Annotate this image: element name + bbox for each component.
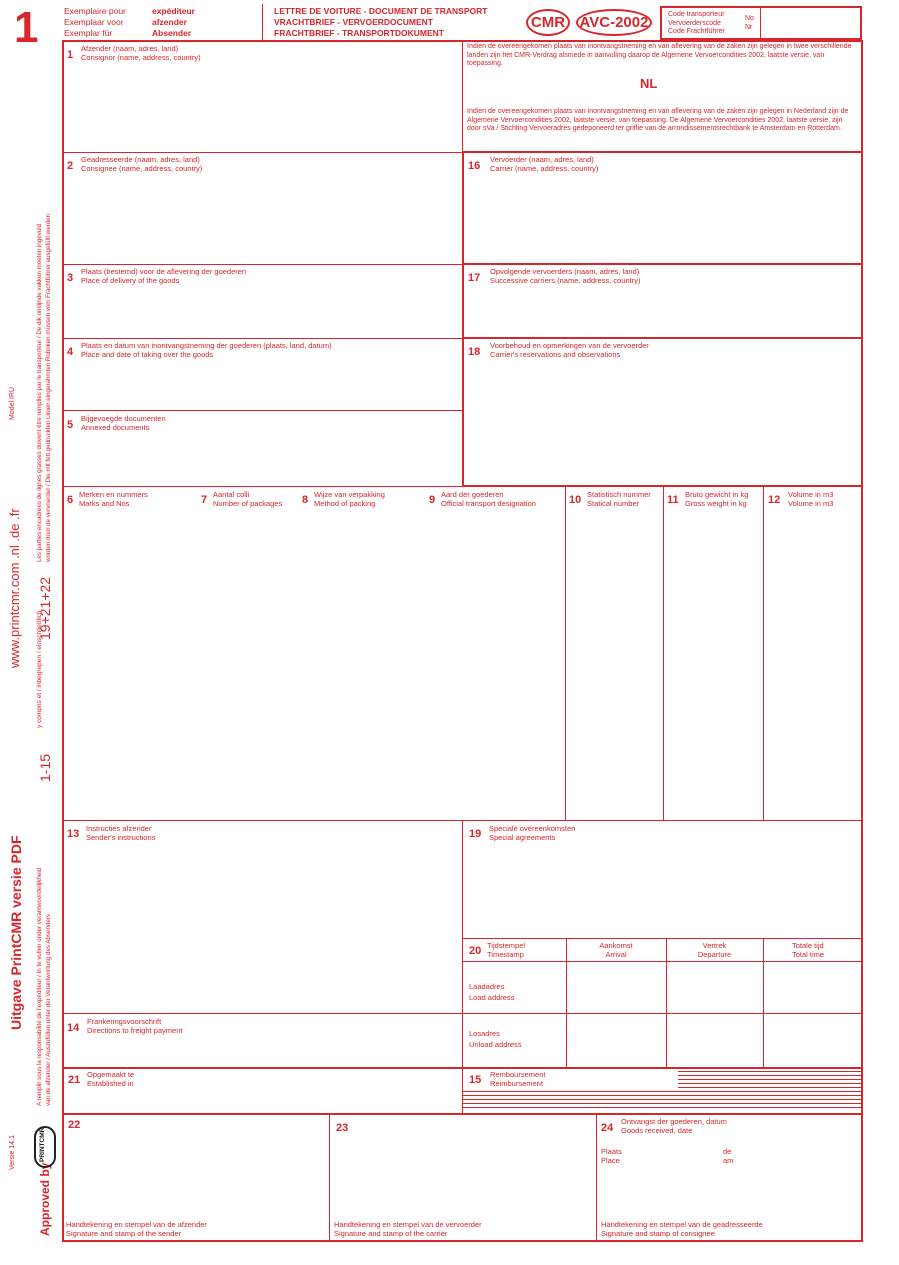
box-14-number: 14: [67, 1022, 80, 1034]
box-12-label-nl: Volume in m3: [788, 490, 834, 499]
box-24-plaats: Plaats: [601, 1147, 622, 1156]
box-7-label-nl: Aantal colli: [213, 490, 250, 499]
box-22-number: 22: [68, 1119, 81, 1131]
side-edition: Uitgave PrintCMR versie PDF: [8, 835, 24, 1030]
box-24-number: 24: [601, 1122, 614, 1134]
side-approved-by: Approved by: [38, 1162, 52, 1236]
hatch-line: [462, 1091, 863, 1092]
line-16-17: [462, 263, 863, 265]
line-13-14: [62, 1013, 462, 1014]
box-3-label-nl: Plaats (bestemd) voor de aflevering der goederen: [81, 267, 247, 276]
box-2-number: 2: [67, 160, 74, 172]
avc-applicability-note: Indien de overeengekomen plaats van inontvangstneming en van aflevering van de zaken zijn gelegen in Nederland zijn de Algemene Vervoercondities 2002, laatste versie, van toepassing. De Algemene Vervoercondities 2002, laatste versie, zijn door sVa / Stichting Vervoeradres gedeponeerd ter griffie van de arrondissementsrechtbank te Amsterdam en Rotterdam.: [467, 108, 849, 132]
departure-header-nl: Vertrek: [702, 941, 727, 950]
box-17-label-nl: Opvolgende vervoerders (naam, adres, land): [490, 267, 640, 276]
arrival-header-nl: Aankomst: [599, 941, 633, 950]
load-address-label-en: Load address: [469, 993, 515, 1002]
box-22-sign-nl: Handtekening en stempel van de afzender: [66, 1220, 207, 1229]
line-3-4: [62, 338, 462, 339]
box-6-number: 6: [67, 494, 74, 506]
goods-col-12-divider: [763, 486, 764, 820]
cmr-badge: CMR: [526, 9, 570, 36]
title-de: FRACHTBRIEF - TRANSPORTDOKUMENT: [274, 28, 444, 38]
line-1-2: [62, 152, 462, 153]
side-range-1-15: 1-15: [37, 753, 53, 782]
box-14-label-en: Directions to freight payment: [87, 1026, 183, 1035]
box-23-sign-en: Signature and stamp of the carrier: [334, 1229, 448, 1238]
hatch-line: [462, 1099, 863, 1100]
box-15-number: 15: [469, 1074, 482, 1086]
unload-address-label-nl: Losadres: [469, 1029, 500, 1038]
box-8-label-nl: Wijze van verpakking: [314, 490, 385, 499]
box-24-de: de: [723, 1147, 732, 1156]
box-20-header-line: [462, 961, 863, 962]
box-9-number: 9: [429, 494, 436, 506]
box-20-col-divider-3: [763, 938, 764, 1068]
box-19-label-nl: Speciale overeenkomsten: [489, 824, 576, 833]
box-13-label-en: Sender's instructions: [86, 833, 156, 842]
box-2-label-nl: Geadresseerde (naam, adres, land): [81, 155, 200, 164]
box-3-number: 3: [67, 272, 74, 284]
unload-arrival-field[interactable]: [568, 1015, 665, 1065]
box-10-number: 10: [569, 494, 582, 506]
box-24-am: am: [723, 1156, 734, 1165]
box-5-label-nl: Bijgevoegde documenten: [81, 414, 166, 423]
hatch-line: [462, 1103, 863, 1104]
box-14-label-nl: Frankeringsvoorschrift: [87, 1017, 162, 1026]
side-inclusive-range: 19+21+22: [37, 576, 53, 640]
unload-total-field[interactable]: [765, 1015, 860, 1065]
box-16-label-en: Carrier (name, address, country): [490, 164, 599, 173]
box-13-number: 13: [67, 828, 80, 840]
box-6-label-nl: Merken en nummers: [79, 490, 148, 499]
hatch-line: [678, 1087, 861, 1088]
copy-number: 1: [14, 3, 39, 52]
carrier-code-divider: [760, 7, 761, 39]
printcmr-logo-text: PRINTCMR: [39, 1127, 46, 1162]
title-fr: LETTRE DE VOITURE - DOCUMENT DE TRANSPORT: [274, 6, 488, 16]
box-18-label-nl: Voorbehoud en opmerkingen van de vervoerder: [490, 341, 649, 350]
box-20-mid-line: [462, 1013, 863, 1014]
box-24-place: Place: [601, 1156, 620, 1165]
box-16-label-nl: Vervoerder (naam, adres, land): [490, 155, 594, 164]
box-1-label-nl: Afzender (naam, adres, land): [81, 44, 179, 53]
box-23-number: 23: [336, 1122, 349, 1134]
box-1-label-en: Consignor (name, address, country): [81, 53, 201, 62]
hatch-line: [678, 1079, 861, 1080]
line-signatures-top: [62, 1113, 863, 1115]
copy-for-value-nl: afzender: [152, 17, 187, 27]
signature-divider-2: [596, 1113, 597, 1242]
side-website: www.printcmr.com .nl .de .fr: [7, 508, 22, 668]
box-19-label-en: Special agreements: [489, 833, 556, 842]
box-4-label-nl: Plaats en datum van inontvangstneming der goederen (plaats, land, datum): [81, 341, 332, 350]
departure-header-en: Departure: [697, 950, 732, 959]
center-divider-lower: [462, 820, 463, 1114]
country-code-nl: NL: [640, 76, 658, 91]
box-24-label-nl: Ontvangst der goederen, datum: [621, 1117, 727, 1126]
box-18-label-en: Carrier's reservations and observations: [490, 350, 621, 359]
side-version: Versie 14.1: [9, 1134, 16, 1170]
total-time-header-en: Total time: [792, 950, 825, 959]
code-label-de: Code Frachtführer: [668, 28, 725, 35]
title-nl: VRACHTBRIEF - VERVOERDOCUMENT: [274, 17, 433, 27]
goods-col-10-divider: [565, 486, 566, 820]
cmr-applicability-note: Indien de overeengekomen plaats van inontvangstneming en van aflevering van de zaken zijn gelegen in twee verschillende landen zijn het CMR-Verdrag alsmede in aanvulling daarop de Algemene Vervoercondities 2002, laatste versie, van toepassing.: [467, 43, 852, 67]
avc-badge: AVC-2002: [576, 9, 652, 36]
box-24-sign-en: Signature and stamp of consignee: [601, 1229, 715, 1238]
unload-departure-field[interactable]: [668, 1015, 762, 1065]
box-15-label-en: Reimbursement: [490, 1079, 543, 1088]
copy-for-value-fr: expéditeur: [152, 6, 195, 16]
box-19-number: 19: [469, 828, 482, 840]
box-17-number: 17: [468, 272, 481, 284]
hatch-line: [678, 1075, 861, 1076]
box-7-label-en: Number of packages: [213, 499, 283, 508]
arrival-header-en: Arrival: [605, 950, 627, 959]
total-time-header-nl: Totale tijd: [792, 941, 824, 950]
box-11-label-en: Gross weight in kg: [685, 499, 747, 508]
box-22-sign-en: Signature and stamp of the sender: [66, 1229, 182, 1238]
box-10-label-en: Statical number: [587, 499, 640, 508]
box-20-number: 20: [469, 945, 482, 957]
box-8-label-en: Method of packing: [314, 499, 376, 508]
copy-for-label-nl: Exemplaar voor: [64, 17, 124, 27]
header-divider: [262, 4, 263, 42]
carrier-section-box: [462, 151, 863, 487]
code-label-nl: Vervoerderscode: [668, 19, 721, 27]
line-17-18: [462, 337, 863, 339]
carrier-code-input[interactable]: [763, 9, 859, 37]
box-20-top-line: [462, 938, 863, 939]
box-8-number: 8: [302, 494, 309, 506]
unload-address-label-en: Unload address: [469, 1040, 522, 1049]
line-2-3: [62, 264, 462, 265]
load-total-field[interactable]: [765, 963, 860, 1011]
hatch-line: [462, 1107, 863, 1108]
side-inclusive-text: y compris et / inbegrepen / einschließlich: [36, 610, 43, 728]
line-4-5: [62, 410, 462, 411]
line-21-top: [62, 1067, 863, 1069]
box-5-label-en: Annexed documents: [81, 423, 150, 432]
side-fill-text-1: A remplir sous la responsabilité de l'expéditeur / In te vullen onder verantwoordelijkheid: [36, 867, 43, 1106]
copy-for-label-de: Exemplar für: [64, 28, 113, 38]
box-11-label-nl: Bruto gewicht in kg: [685, 490, 749, 499]
box-15-label-nl: Remboursement: [490, 1070, 546, 1079]
box-24-sign-nl: Handtekening en stempel van de geadresseerde: [601, 1220, 763, 1229]
load-arrival-field[interactable]: [568, 963, 665, 1011]
box-21-label-en: Established in: [87, 1079, 134, 1088]
signature-divider-1: [329, 1113, 330, 1242]
box-12-label-en: Volume in m3: [788, 499, 834, 508]
box-3-label-en: Place of delivery of the goods: [81, 276, 180, 285]
box-4-number: 4: [67, 346, 74, 358]
code-no: No: [745, 15, 754, 22]
box-11-number: 11: [667, 494, 679, 506]
box-18-number: 18: [468, 346, 481, 358]
box-16-number: 16: [468, 160, 481, 172]
hatch-line: [678, 1083, 861, 1084]
box-4-label-en: Place and date of taking over the goods: [81, 350, 214, 359]
box-5-number: 5: [67, 419, 74, 431]
side-fill-text-2: van de afzender / Auszufüllen unter der Verantwortung des Absenders: [45, 914, 52, 1106]
copy-for-label-fr: Exemplaire pour: [64, 6, 126, 16]
code-nr: Nr: [745, 24, 753, 31]
box-23-sign-nl: Handtekening en stempel van de vervoerder: [334, 1220, 482, 1229]
hatch-line: [678, 1071, 861, 1072]
box-13-label-nl: Instructies afzender: [86, 824, 152, 833]
box-24-label-en: Goods received, date: [621, 1126, 693, 1135]
box-6-label-en: Marks and Nos: [79, 499, 130, 508]
side-legal-text-1: Les parties encadrées de lignes grasses doivent être remplies par le transporteur / De dik omlijnde vakken moeten ingevuld: [36, 223, 43, 562]
box-2-label-en: Consignee (name, address, country): [81, 164, 203, 173]
box-21-label-nl: Opgemaakt te: [87, 1070, 135, 1079]
goods-col-11-divider: [663, 486, 664, 820]
box-9-label-en: Official transport designation: [441, 499, 536, 508]
side-model-iru: Model IRU: [9, 386, 16, 420]
box-12-number: 12: [768, 494, 781, 506]
hatch-line: [462, 1095, 863, 1096]
box-20-label-en: Timestamp: [487, 950, 524, 959]
load-address-label-nl: Laadadres: [469, 982, 505, 991]
box-7-number: 7: [201, 494, 208, 506]
copy-for-value-de: Absender: [152, 28, 192, 38]
box-20-label-nl: Tijdstempel: [487, 941, 526, 950]
box-17-label-en: Successive carriers (name, address, country): [490, 276, 641, 285]
box-9-label-nl: Aard der goederen: [441, 490, 504, 499]
code-label-fr: Code transporteur: [668, 11, 725, 18]
box-1-number: 1: [67, 49, 74, 61]
side-legal-text-2: worden door de vervoerder / Die mit fett gedruckten Linien eingerahmten Rubriken müssen vom Frachtführer ausgefüllt werden: [45, 213, 52, 562]
box-21-number: 21: [68, 1074, 81, 1086]
load-departure-field[interactable]: [668, 963, 762, 1011]
box-10-label-nl: Statistisch nummer: [587, 490, 651, 499]
